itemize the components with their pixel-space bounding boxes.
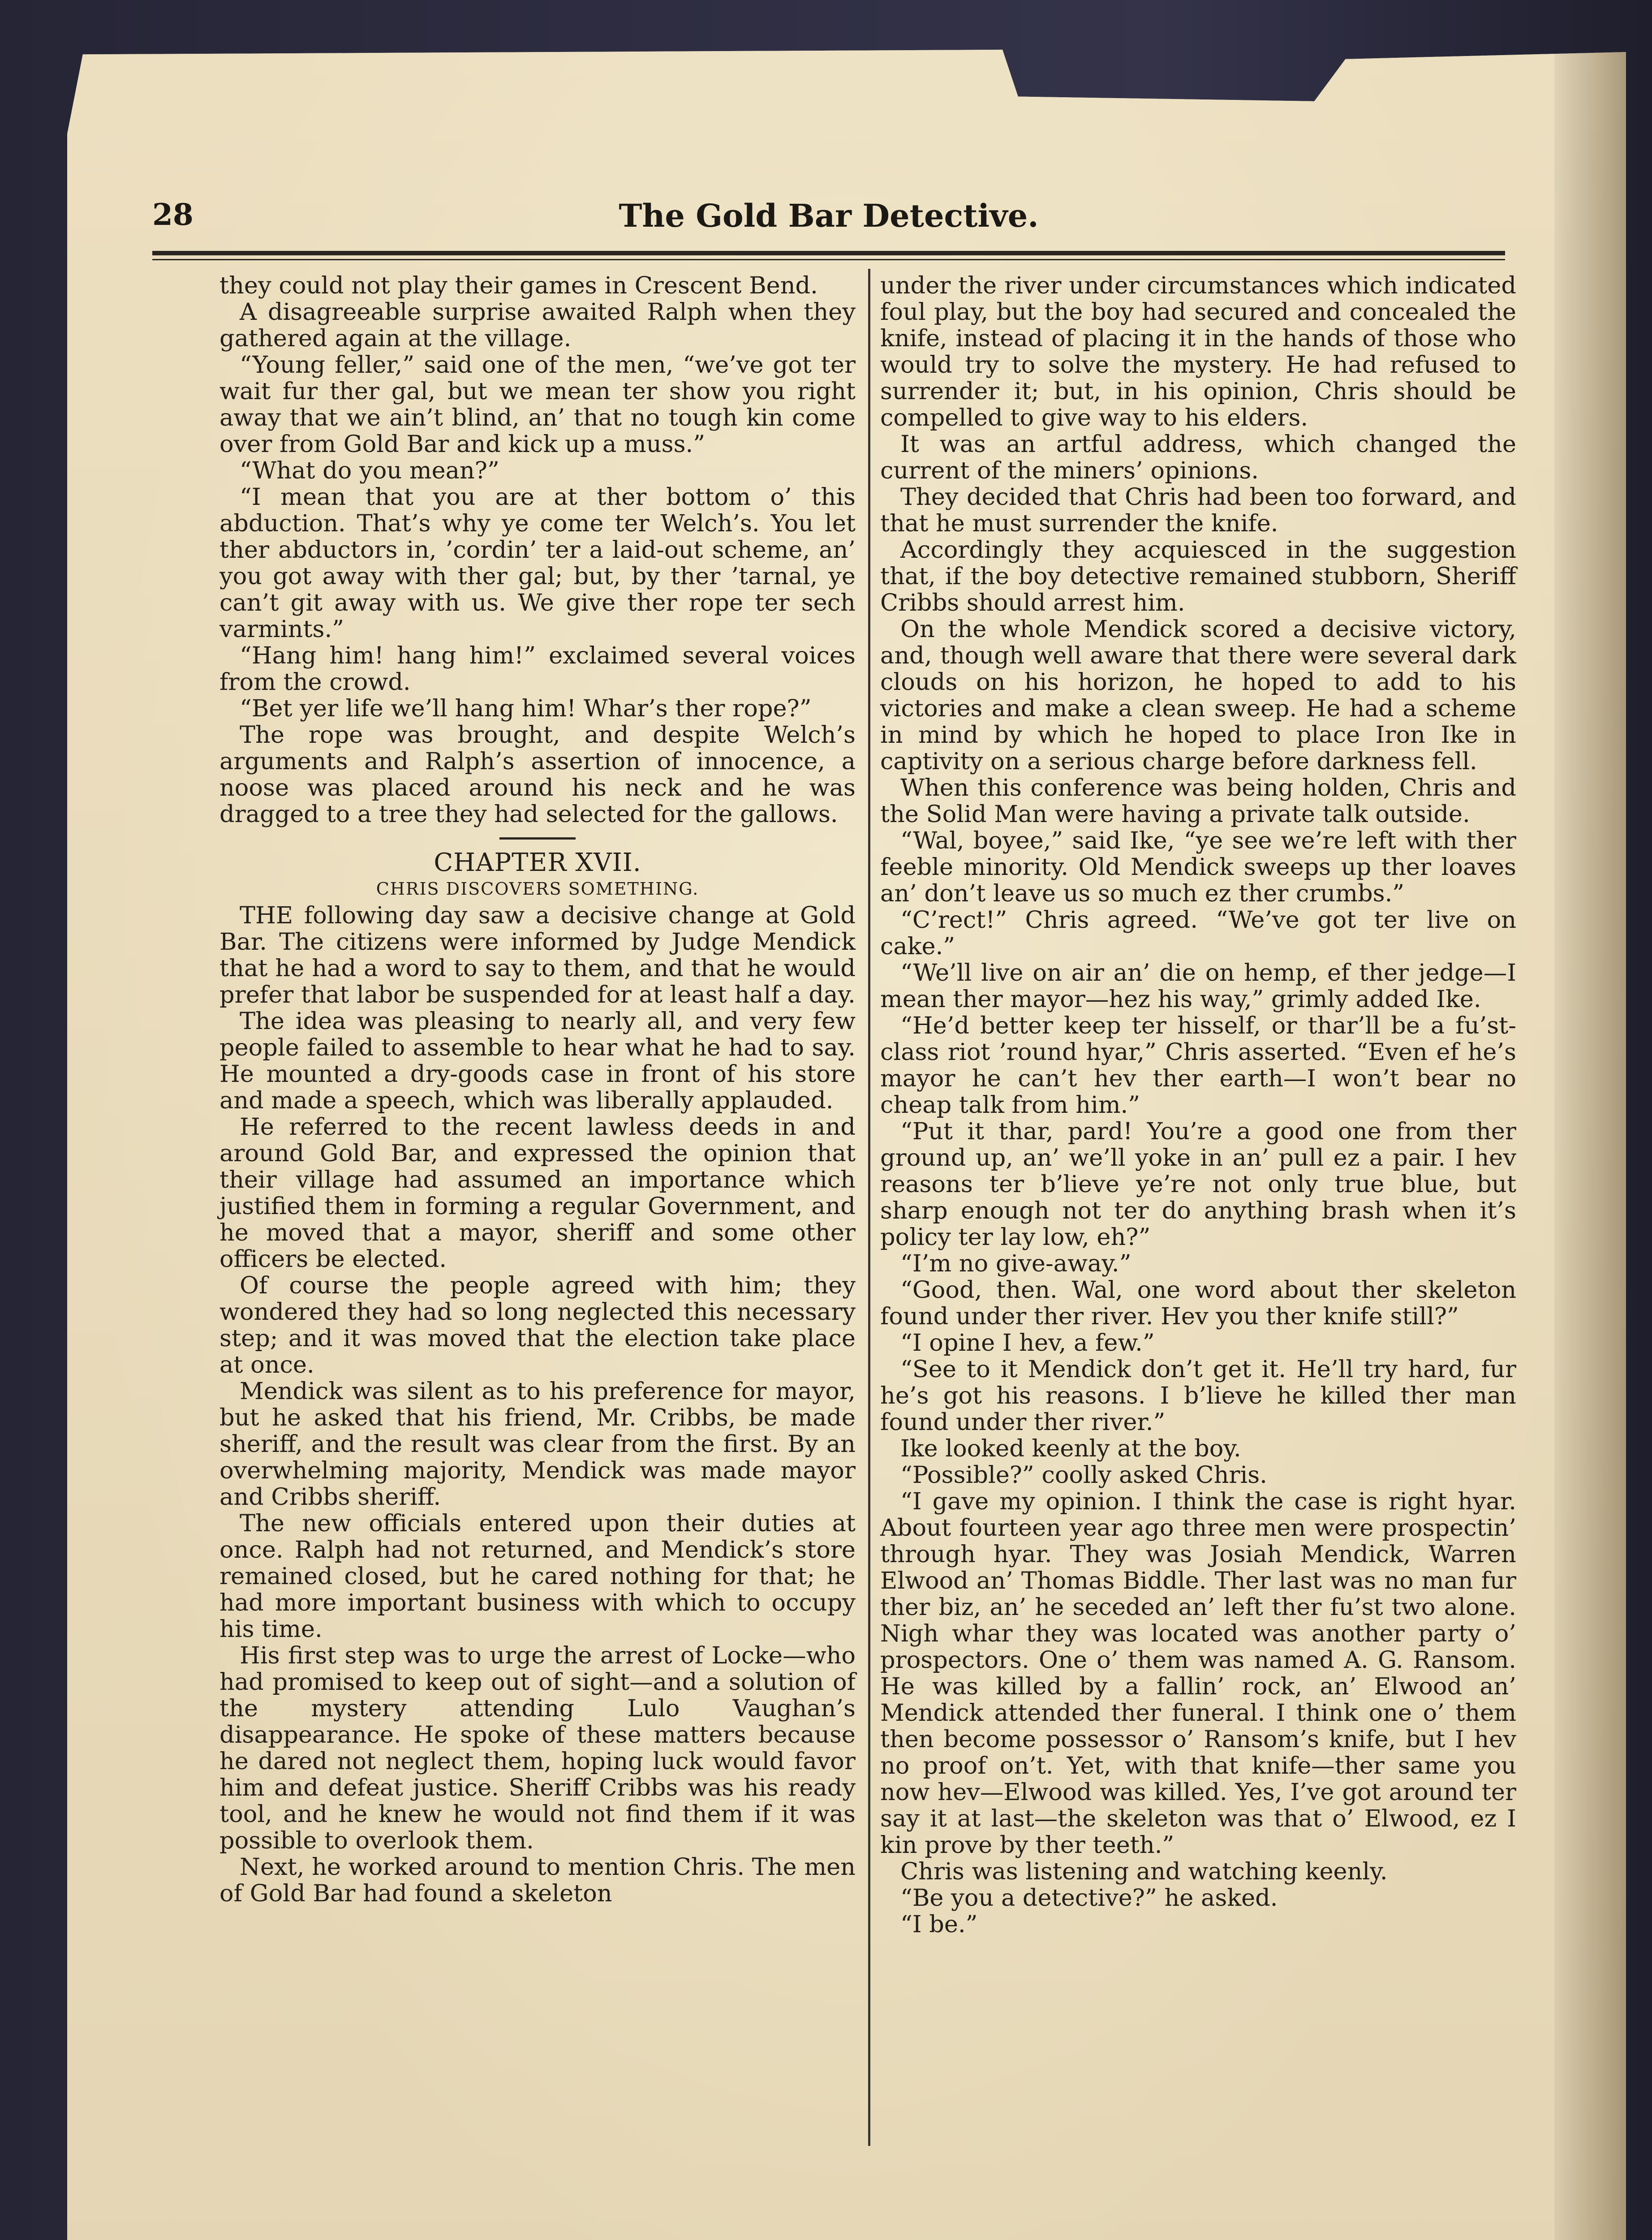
paragraph: Mendick was silent as to his preference for mayor, but he asked that his friend, Mr. Cribbs, be made sheriff, and the result was clear from the first. By an overwhelming majority, Mendick was made mayor and Cribbs sheriff.	[219, 1378, 856, 1511]
paragraph: “Be you a detective?” he asked.	[900, 1884, 1278, 1912]
left-column	[219, 272, 856, 1907]
page-edge-shadow	[1554, 40, 1626, 2240]
paragraph: His first step was to urge the arrest of Locke—who had promised to keep out of sight—and a solution of the mystery attending Lulo Vaughan’s disappearance. He spoke of these matters because he dared not neglect them, hoping luck would favor him and defeat justice. Sheriff Cribbs was his ready tool, and he knew he would not find them if it was possible to overlook them.	[219, 1642, 856, 1854]
paragraph: “Young feller,” said one of the men, “we’ve got ter wait fur ther gal, but we mean ter show you right away that we ain’t blind, an’ that no tough kin come over from Gold Bar and kick up a muss.”	[219, 351, 856, 458]
paragraph: “Good, then. Wal, one word about ther skeleton found under ther river. Hev you ther knife still?”	[880, 1276, 1516, 1330]
paragraph: “I gave my opinion. I think the case is right hyar. About fourteen year ago three men were prospectin’ through hyar. They was Josiah Mendick, Warren Elwood an’ Thomas Biddle. Ther last was no man fur ther biz, an’ he seceded an’ left ther fu’st two alone. Nigh whar they was located was another party o’ prospectors. One o’ them was named A. G. Ransom. He was killed by a fallin’ rock, an’ Elwood an’ Mendick attended ther funeral. I think one o’ them then become possessor o’ Ransom’s knife, but I hev no proof on’t. Yet, with that knife—ther same you now hev—Elwood was killed. Yes, I’ve got around ter say it at last—the skeleton was that o’ Elwood, ez I kin prove by ther teeth.”	[880, 1488, 1516, 1859]
paragraph: “We’ll live on air an’ die on hemp, ef ther jedge—I mean ther mayor—hez his way,” grimly added Ike.	[880, 959, 1516, 1013]
paragraph: He referred to the recent lawless deeds in and around Gold Bar, and expressed the opinion that their village had assumed an importance which justified them in forming a regular Government, and he moved that a mayor, sheriff and some other officers be elected.	[219, 1113, 856, 1273]
paragraph: The idea was pleasing to nearly all, and very few people failed to assemble to hear what he had to say. He mounted a dry-goods case in front of his store and made a speech, which was liberally applauded.	[219, 1008, 856, 1114]
running-title: The Gold Bar Detective.	[619, 197, 1039, 234]
paragraph: they could not play their games in Crescent Bend.	[219, 272, 818, 299]
paragraph: “I opine I hev, a few.”	[900, 1329, 1155, 1357]
paragraph: When this conference was being holden, Chris and the Solid Man were having a private talk outside.	[880, 774, 1516, 828]
paragraph: THE following day saw a decisive change at Gold Bar. The citizens were informed by Judge Mendick that he had a word to say to them, and that he would prefer that labor be suspended for at least half a day.	[219, 902, 856, 1008]
paragraph: Accordingly they acquiesced in the suggestion that, if the boy detective remained stubborn, Sheriff Cribbs should arrest him.	[880, 536, 1516, 616]
paragraph: They decided that Chris had been too forward, and that he must surrender the knife.	[880, 483, 1516, 537]
page-number: 28	[152, 197, 194, 232]
header-rule-thin	[152, 259, 1505, 260]
paragraph: “See to it Mendick don’t get it. He’ll try hard, fur he’s got his reasons. I b’lieve he killed ther man found under ther river.”	[880, 1356, 1516, 1436]
section-rule	[499, 837, 576, 840]
paragraph: “What do you mean?”	[240, 457, 499, 484]
paragraph: under the river under circumstances which indicated foul play, but the boy had secured and concealed the knife, instead of placing it in the hands of those who would try to solve the mystery. He had refused to surrender it; but, in his opinion, Chris should be compelled to give way to his elders.	[880, 272, 1516, 431]
paragraph: “Bet yer life we’ll hang him! Whar’s ther rope?”	[240, 695, 812, 722]
paragraph: Of course the people agreed with him; they wondered they had so long neglected this necessary step; and it was moved that the election take place at once.	[219, 1272, 856, 1378]
right-column	[880, 272, 1516, 1938]
header-rule	[152, 251, 1505, 255]
paragraph: The rope was brought, and despite Welch’s arguments and Ralph’s assertion of innocence, a noose was placed around his neck and he was dragged to a tree they had selected for the gallows.	[219, 721, 856, 828]
paragraph: “Possible?” coolly asked Chris.	[900, 1461, 1267, 1489]
page-header	[152, 197, 1505, 251]
paragraph: Chris was listening and watching keenly.	[900, 1858, 1388, 1885]
paragraph: “C’rect!” Chris agreed. “We’ve got ter live on cake.”	[880, 906, 1516, 960]
paragraph: “I be.”	[900, 1911, 978, 1938]
paragraph: On the whole Mendick scored a decisive victory, and, though well aware that there were several dark clouds on his horizon, he hoped to add to his victories and make a clean sweep. He had a scheme in mind by which he hoped to place Iron Ike in captivity on a serious charge before darkness fell.	[880, 616, 1516, 775]
paragraph: It was an artful address, which changed the current of the miners’ opinions.	[880, 431, 1516, 484]
paragraph: “I mean that you are at ther bottom o’ this abduction. That’s why ye come ter Welch’s. You let ther abductors in, ’cordin’ ter a laid-out scheme, an’ you got away with ther gal; but, by ther ’tarnal, ye can’t git away with us. We give ther rope ter sech varmints.”	[219, 483, 856, 643]
paragraph: “I’m no give-away.”	[900, 1250, 1131, 1277]
paragraph: “Hang him! hang him!” exclaimed several voices from the crowd.	[219, 642, 856, 696]
paragraph: Ike looked keenly at the boy.	[900, 1435, 1241, 1462]
chapter-title: CHAPTER XVII.	[434, 848, 641, 877]
paragraph: “He’d better keep ter hisself, or thar’ll be a fu’st-class riot ’round hyar,” Chris asserted. “Even ef he’s mayor he can’t hev ther earth—I won’t bear no cheap talk from him.”	[880, 1012, 1516, 1119]
column-divider	[868, 269, 870, 2146]
paragraph: “Put it thar, pard! You’re a good one from ther ground up, an’ we’ll yoke in an’ pull ez a pair. I hev reasons ter b’lieve ye’re not only true blue, but sharp enough not ter do anything brash when it’s policy ter lay low, eh?”	[880, 1118, 1516, 1251]
chapter-subtitle: CHRIS DISCOVERS SOMETHING.	[376, 879, 699, 899]
paragraph: The new officials entered upon their duties at once. Ralph had not returned, and Mendick’s store remained closed, but he cared nothing for that; he had more important business with which to occupy his time.	[219, 1510, 856, 1643]
paragraph: A disagreeable surprise awaited Ralph when they gathered again at the village.	[219, 298, 856, 352]
paragraph: “Wal, boyee,” said Ike, “ye see we’re left with ther feeble minority. Old Mendick sweeps up ther loaves an’ don’t leave us so much ez ther crumbs.”	[880, 827, 1516, 907]
paragraph: Next, he worked around to mention Chris. The men of Gold Bar had found a skeleton	[219, 1853, 856, 1907]
